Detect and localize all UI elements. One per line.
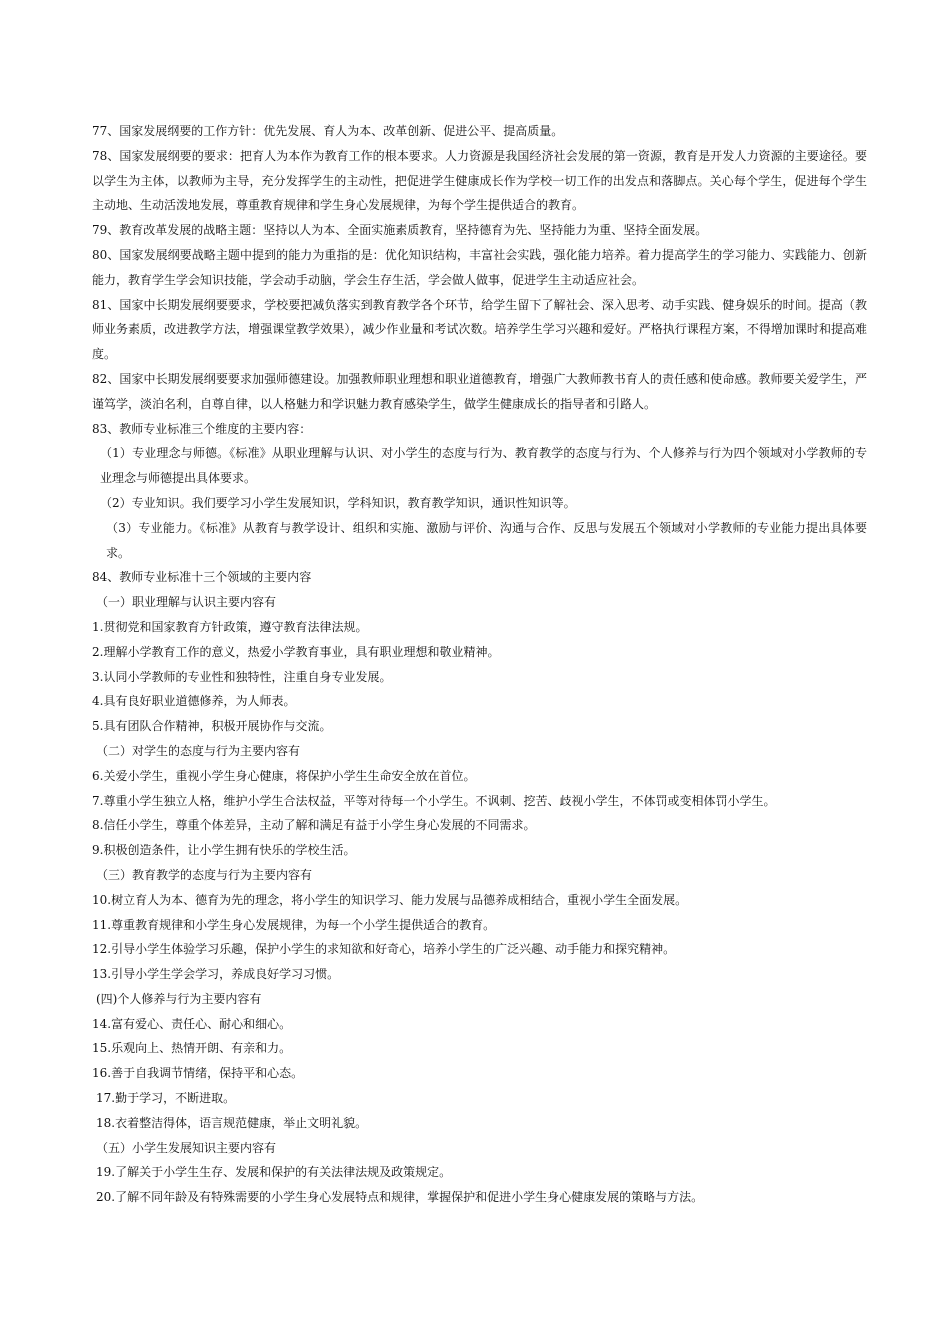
document-paragraph: （五）小学生发展知识主要内容有 bbox=[96, 1140, 277, 1155]
document-paragraph: 13.引导小学生学会学习，养成良好学习习惯。 bbox=[92, 967, 340, 982]
document-paragraph: 79、教育改革发展的战略主题：坚持以人为本、全面实施素质教育，坚持德育为先、坚持能力为重、坚持全面发展。 bbox=[92, 223, 708, 238]
document-paragraph: （3）专业能力。《标准》从教育与教学设计、组织和实施、激励与评价、沟通与合作、反思与发展五个领域对小学教师的专业能力提出具体要求。 bbox=[106, 520, 867, 560]
document-paragraph: 80、国家发展纲要战略主题中提到的能力为重指的是：优化知识结构，丰富社会实践，强化能力培养。着力提高学生的学习能力、实践能力、创新能力，教育学生学会知识技能，学会动手动脑，学会生存生活，学会做人做事，促进学生主动适应社会。 bbox=[92, 247, 867, 287]
document-paragraph: 1.贯彻党和国家教育方针政策，遵守教育法律法规。 bbox=[92, 619, 368, 634]
document-paragraph: 6.关爱小学生，重视小学生身心健康，将保护小学生生命安全放在首位。 bbox=[92, 768, 476, 783]
document-paragraph: 18.衣着整洁得体，语言规范健康，举止文明礼貌。 bbox=[96, 1115, 368, 1130]
document-paragraph: （二）对学生的态度与行为主要内容有 bbox=[96, 743, 301, 758]
document-paragraph: （2）专业知识。我们要学习小学生发展知识，学科知识，教育教学知识，通识性知识等。 bbox=[100, 495, 576, 510]
document-paragraph: （1）专业理念与师德。《标准》从职业理解与认识、对小学生的态度与行为、教育教学的态度与行为、个人修养与行为四个领域对小学教师的专业理念与师德提出具体要求。 bbox=[100, 446, 867, 486]
document-paragraph: 8.信任小学生，尊重个体差异，主动了解和满足有益于小学生身心发展的不同需求。 bbox=[92, 818, 536, 833]
document-paragraph: 4.具有良好职业道德修养，为人师表。 bbox=[92, 694, 296, 709]
document-paragraph: 83、教师专业标准三个维度的主要内容： bbox=[92, 421, 312, 436]
document-paragraph: (四)个人修养与行为主要内容有 bbox=[96, 991, 262, 1006]
document-paragraph: 10.树立育人为本、德育为先的理念，将小学生的知识学习、能力发展与品德养成相结合，重视小学生全面发展。 bbox=[92, 892, 688, 907]
document-paragraph: 7.尊重小学生独立人格，维护小学生合法权益，平等对待每一个小学生。不讽刺、挖苦、歧视小学生，不体罚或变相体罚小学生。 bbox=[92, 793, 776, 808]
document-paragraph: 16.善于自我调节情绪，保持平和心态。 bbox=[92, 1066, 304, 1081]
document-paragraph: 84、教师专业标准十三个领域的主要内容 bbox=[92, 570, 312, 585]
document-paragraph: 81、国家中长期发展纲要要求，学校要把减负落实到教育教学各个环节，给学生留下了解社会、深入思考、动手实践、健身娱乐的时间。提高（教师业务素质，改进教学方法，增强课堂教学效果），减少作业量和考试次数。培养学生学习兴趣和爱好。严格执行课程方案，不得增加课时和提高难度。 bbox=[92, 297, 867, 362]
document-paragraph: （一）职业理解与认识主要内容有 bbox=[96, 595, 277, 610]
document-paragraph: 3.认同小学教师的专业性和独特性，注重自身专业发展。 bbox=[92, 669, 392, 684]
document-paragraph: 12.引导小学生体验学习乐趣，保护小学生的求知欲和好奇心，培养小学生的广泛兴趣、动手能力和探究精神。 bbox=[92, 942, 676, 957]
document-paragraph: 5.具有团队合作精神，积极开展协作与交流。 bbox=[92, 719, 332, 734]
document-body bbox=[92, 119, 867, 1210]
document-paragraph: 11.尊重教育规律和小学生身心发展规律，为每一个小学生提供适合的教育。 bbox=[92, 917, 496, 932]
document-paragraph: 77、国家发展纲要的工作方针：优先发展、育人为本、改革创新、促进公平、提高质量。 bbox=[92, 124, 564, 138]
document-paragraph: （三）教育教学的态度与行为主要内容有 bbox=[96, 867, 313, 882]
document-paragraph: 17.勤于学习，不断进取。 bbox=[96, 1091, 236, 1106]
document-paragraph: 82、国家中长期发展纲要要求加强师德建设。加强教师职业理想和职业道德教育，增强广大教师教书育人的责任感和使命感。教师要关爱学生，严谨笃学，淡泊名利，自尊自律，以人格魅力和学识魅力教育感染学生，做学生健康成长的指导者和引路人。 bbox=[92, 371, 867, 411]
document-paragraph: 78、国家发展纲要的要求：把育人为本作为教育工作的根本要求。人力资源是我国经济社会发展的第一资源，教育是开发人力资源的主要途径。要以学生为主体，以教师为主导，充分发挥学生的主动性，把促进学生健康成长作为学校一切工作的出发点和落脚点。关心每个学生，促进每个学生主动地、生动活泼地发展，尊重教育规律和学生身心发展规律，为每个学生提供适合的教育。 bbox=[92, 148, 867, 213]
document-paragraph: 14.富有爱心、责任心、耐心和细心。 bbox=[92, 1016, 292, 1031]
document-paragraph: 2.理解小学教育工作的意义，热爱小学教育事业，具有职业理想和敬业精神。 bbox=[92, 644, 500, 659]
document-paragraph: 20.了解不同年龄及有特殊需要的小学生身心发展特点和规律，掌握保护和促进小学生身心健康发展的策略与方法。 bbox=[96, 1190, 704, 1205]
document-paragraph: 15.乐观向上、热情开朗、有亲和力。 bbox=[92, 1041, 292, 1056]
document-paragraph: 9.积极创造条件，让小学生拥有快乐的学校生活。 bbox=[92, 843, 356, 858]
document-paragraph: 19.了解关于小学生生存、发展和保护的有关法律法规及政策规定。 bbox=[96, 1165, 452, 1180]
